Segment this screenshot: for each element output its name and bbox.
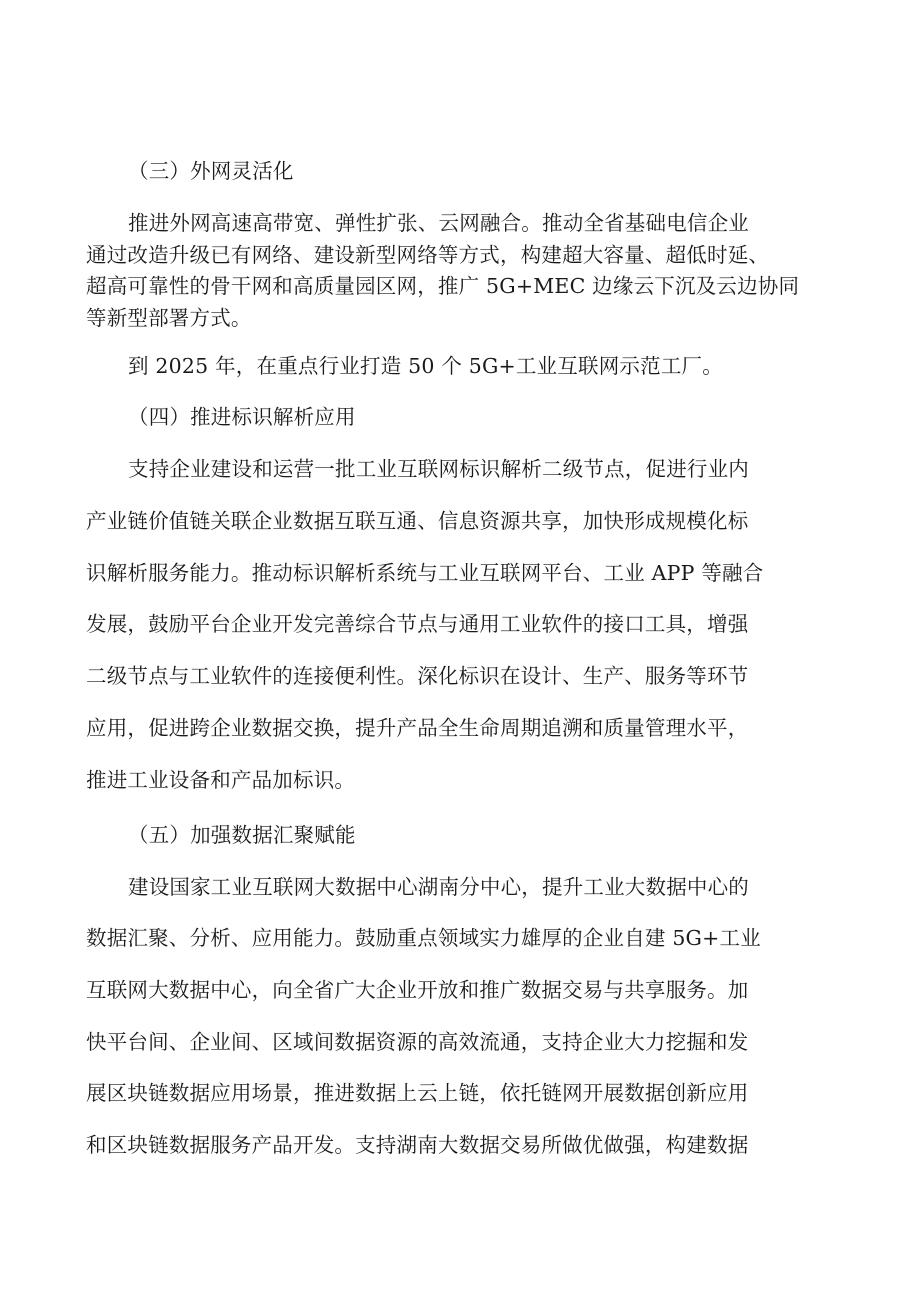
paragraph-line: 二级节点与工业软件的连接便利性。深化标识在设计、生产、服务等环节 bbox=[86, 664, 749, 688]
paragraph-line: 推进工业设备和产品加标识。 bbox=[86, 768, 356, 792]
paragraph-line: 互联网大数据中心，向全省广大企业开放和推广数据交易与共享服务。加 bbox=[86, 978, 749, 1002]
paragraph-line: 展区块链数据应用场景，推进数据上云上链，依托链网开展数据创新应用 bbox=[86, 1081, 749, 1105]
paragraph-line: 通过改造升级已有网络、建设新型网络等方式，构建超大容量、超低时延、 bbox=[86, 243, 770, 267]
paragraph-line: 等新型部署方式。 bbox=[86, 306, 252, 330]
paragraph-line: 识解析服务能力。推动标识解析系统与工业互联网平台、工业 APP 等融合 bbox=[86, 561, 764, 585]
paragraph-line: 产业链价值链关联企业数据互联互通、信息资源共享，加快形成规模化标 bbox=[86, 509, 749, 533]
paragraph-line: 应用，促进跨企业数据交换，提升产品全生命周期追溯和质量管理水平， bbox=[86, 716, 749, 740]
paragraph-line: 数据汇聚、分析、应用能力。鼓励重点领域实力雄厚的企业自建 5G+工业 bbox=[86, 926, 761, 950]
section-heading-3: （三）外网灵活化 bbox=[128, 159, 294, 183]
paragraph-line: 快平台间、企业间、区域间数据资源的高效流通，支持企业大力挖掘和发 bbox=[86, 1030, 749, 1054]
paragraph-line: 超高可靠性的骨干网和高质量园区网，推广 5G+MEC 边缘云下沉及云边协同 bbox=[86, 274, 800, 298]
paragraph-line: 建设国家工业互联网大数据中心湖南分中心，提升工业大数据中心的 bbox=[128, 875, 749, 899]
paragraph-line: 和区块链数据服务产品开发。支持湖南大数据交易所做优做强，构建数据 bbox=[86, 1133, 749, 1157]
section-heading-5: （五）加强数据汇聚赋能 bbox=[128, 823, 356, 847]
paragraph-line: 发展，鼓励平台企业开发完善综合节点与通用工业软件的接口工具，增强 bbox=[86, 612, 749, 636]
paragraph-line: 推进外网高速高带宽、弹性扩张、云网融合。推动全省基础电信企业 bbox=[128, 211, 749, 235]
paragraph-line: 到 2025 年，在重点行业打造 50 个 5G+工业互联网示范工厂。 bbox=[128, 354, 723, 378]
section-heading-4: （四）推进标识解析应用 bbox=[128, 405, 356, 429]
paragraph-line: 支持企业建设和运营一批工业互联网标识解析二级节点，促进行业内 bbox=[128, 457, 749, 481]
